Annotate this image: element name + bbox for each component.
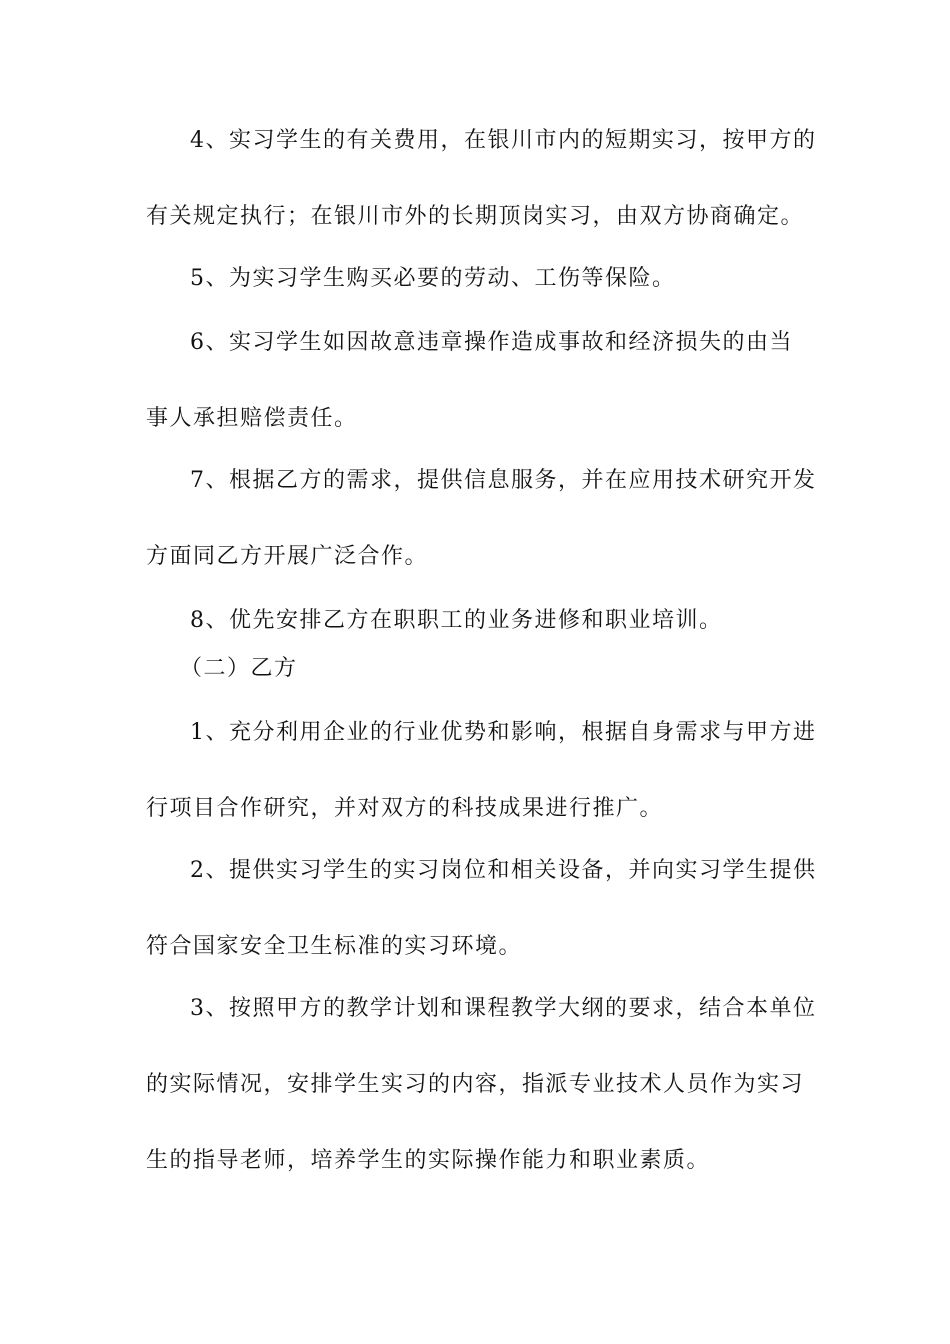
item-4-line-1: 4、实习学生的有关费用，在银川市内的短期实习，按甲方的 [190,128,817,153]
item-5: 5、为实习学生购买必要的劳动、工伤等保险。 [190,266,676,291]
item-7-line-2: 方面同乙方开展广泛合作。 [146,544,429,569]
section-heading-yi: （二）乙方 [180,656,298,681]
item-8: 8、优先安排乙方在职职工的业务进修和职业培训。 [190,608,723,633]
yi-item-2-line-2: 符合国家安全卫生标准的实习环境。 [146,934,523,959]
yi-item-2-line-1: 2、提供实习学生的实习岗位和相关设备，并向实习学生提供 [190,858,817,883]
item-7-line-1: 7、根据乙方的需求，提供信息服务，并在应用技术研究开发 [190,468,817,493]
yi-item-3-line-2: 的实际情况，安排学生实习的内容，指派专业技术人员作为实习 [146,1072,805,1097]
yi-item-1-line-1: 1、充分利用企业的行业优势和影响，根据自身需求与甲方进 [190,720,817,745]
item-6-line-2: 事人承担赔偿责任。 [146,406,358,431]
yi-item-3-line-3: 生的指导老师，培养学生的实际操作能力和职业素质。 [146,1148,711,1173]
item-6-line-1: 6、实习学生如因故意违章操作造成事故和经济损失的由当 [190,330,793,355]
yi-item-3-line-1: 3、按照甲方的教学计划和课程教学大纲的要求，结合本单位 [190,996,817,1021]
item-4-line-2: 有关规定执行；在银川市外的长期顶岗实习，由双方协商确定。 [146,204,805,229]
yi-item-1-line-2: 行项目合作研究，并对双方的科技成果进行推广。 [146,796,664,821]
